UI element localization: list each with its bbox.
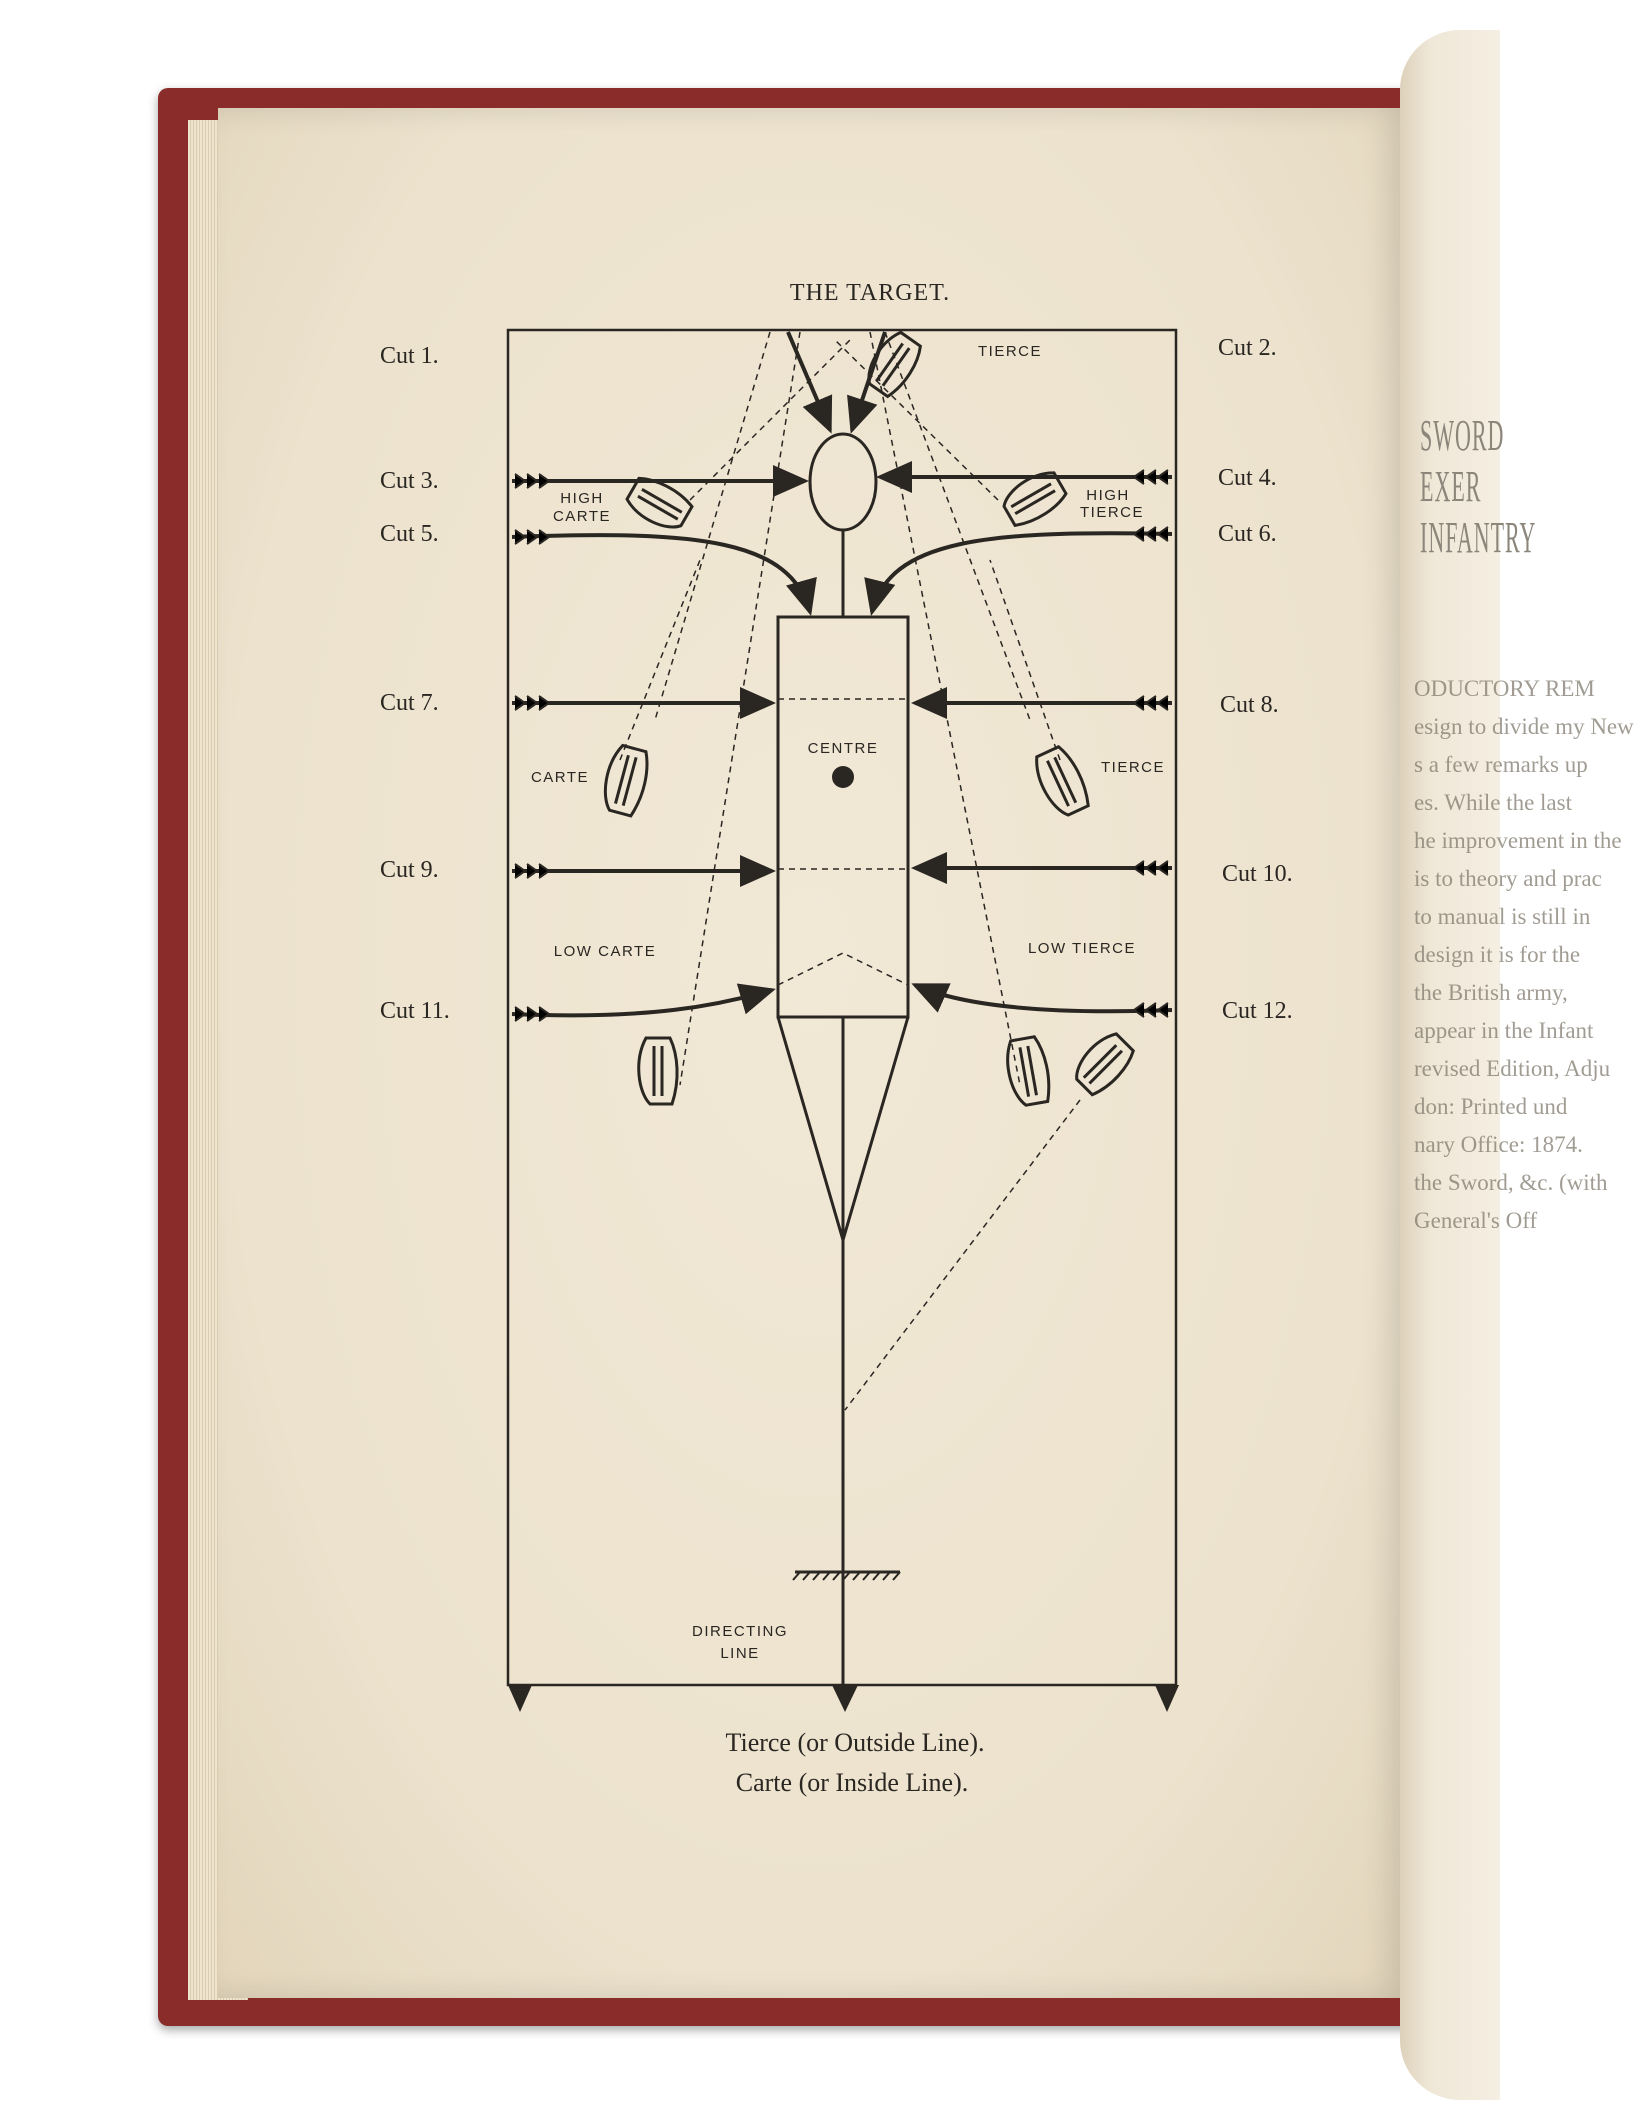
label-high-carte-2: CARTE	[552, 508, 612, 525]
board-foot-center	[832, 1685, 858, 1712]
label-cut-4: Cut 4.	[1218, 465, 1277, 491]
label-cut-5: Cut 5.	[380, 521, 439, 547]
label-high-tierce-2: TIERCE	[1079, 504, 1145, 521]
target-body	[778, 617, 908, 1017]
label-carte: CARTE	[530, 769, 590, 786]
sword-hilt-icon-tierce	[1030, 744, 1093, 820]
diagram-title: THE TARGET.	[789, 280, 951, 306]
sword-hilt-icon-tierce-top	[860, 328, 926, 399]
label-cut-3: Cut 3.	[380, 468, 439, 494]
arrow-cut-6	[872, 533, 1172, 612]
label-low-carte: LOW CARTE	[553, 943, 657, 960]
label-tierce-top: TIERCE	[978, 343, 1043, 360]
label-cut-9: Cut 9.	[380, 857, 439, 883]
label-high-tierce-1: HIGH	[1086, 487, 1130, 504]
board-foot-left	[508, 1685, 532, 1712]
board-foot-right	[1155, 1685, 1179, 1712]
caption-carte: Carte (or Inside Line).	[735, 1768, 969, 1797]
label-low-tierce: LOW TIERCE	[1027, 940, 1137, 957]
facing-page-text: ODUCTORY REM esign to divide my New s a few remarks up es. While the last he improvement in the is to theory and prac to manual is still in design it is for the the British army, appear in the Infant revised Edition, Adju don: Printed und nary Office: 1874. the Sword, &c. (with General's Off	[1414, 676, 1634, 1233]
sword-hilt-icons	[599, 328, 1139, 1107]
label-high-carte-1: HIGH	[560, 490, 604, 507]
arrow-cut-5	[512, 535, 810, 612]
label-centre: CENTRE	[807, 740, 879, 757]
arrow-cut-12	[915, 985, 1172, 1011]
label-line: LINE	[720, 1645, 760, 1662]
label-tierce: TIERCE	[1100, 759, 1166, 776]
label-cut-6: Cut 6.	[1218, 521, 1277, 547]
label-cut-11: Cut 11.	[380, 998, 450, 1024]
caption-tierce: Tierce (or Outside Line).	[725, 1728, 985, 1757]
label-cut-1: Cut 1.	[380, 343, 439, 369]
label-cut-8: Cut 8.	[1220, 692, 1279, 718]
arrow-cut-1	[788, 332, 830, 430]
sword-hilt-icon-carte	[599, 744, 653, 818]
facing-page-title: SWORD EXER INFANTRY	[1420, 411, 1537, 562]
arrow-cut-11	[512, 990, 772, 1015]
sword-hilt-icon-low-carte	[639, 1038, 677, 1104]
label-cut-10: Cut 10.	[1222, 861, 1293, 887]
label-directing: DIRECTING	[692, 1623, 788, 1640]
sword-hilt-icon-low-tierce	[1004, 1036, 1053, 1108]
label-cut-7: Cut 7.	[380, 690, 439, 716]
label-cut-12: Cut 12.	[1222, 998, 1293, 1024]
label-cut-2: Cut 2.	[1218, 335, 1277, 361]
target-head	[810, 434, 876, 530]
centre-dot	[832, 766, 854, 788]
sword-hilt-icon-low-tierce-2	[1069, 1029, 1139, 1099]
